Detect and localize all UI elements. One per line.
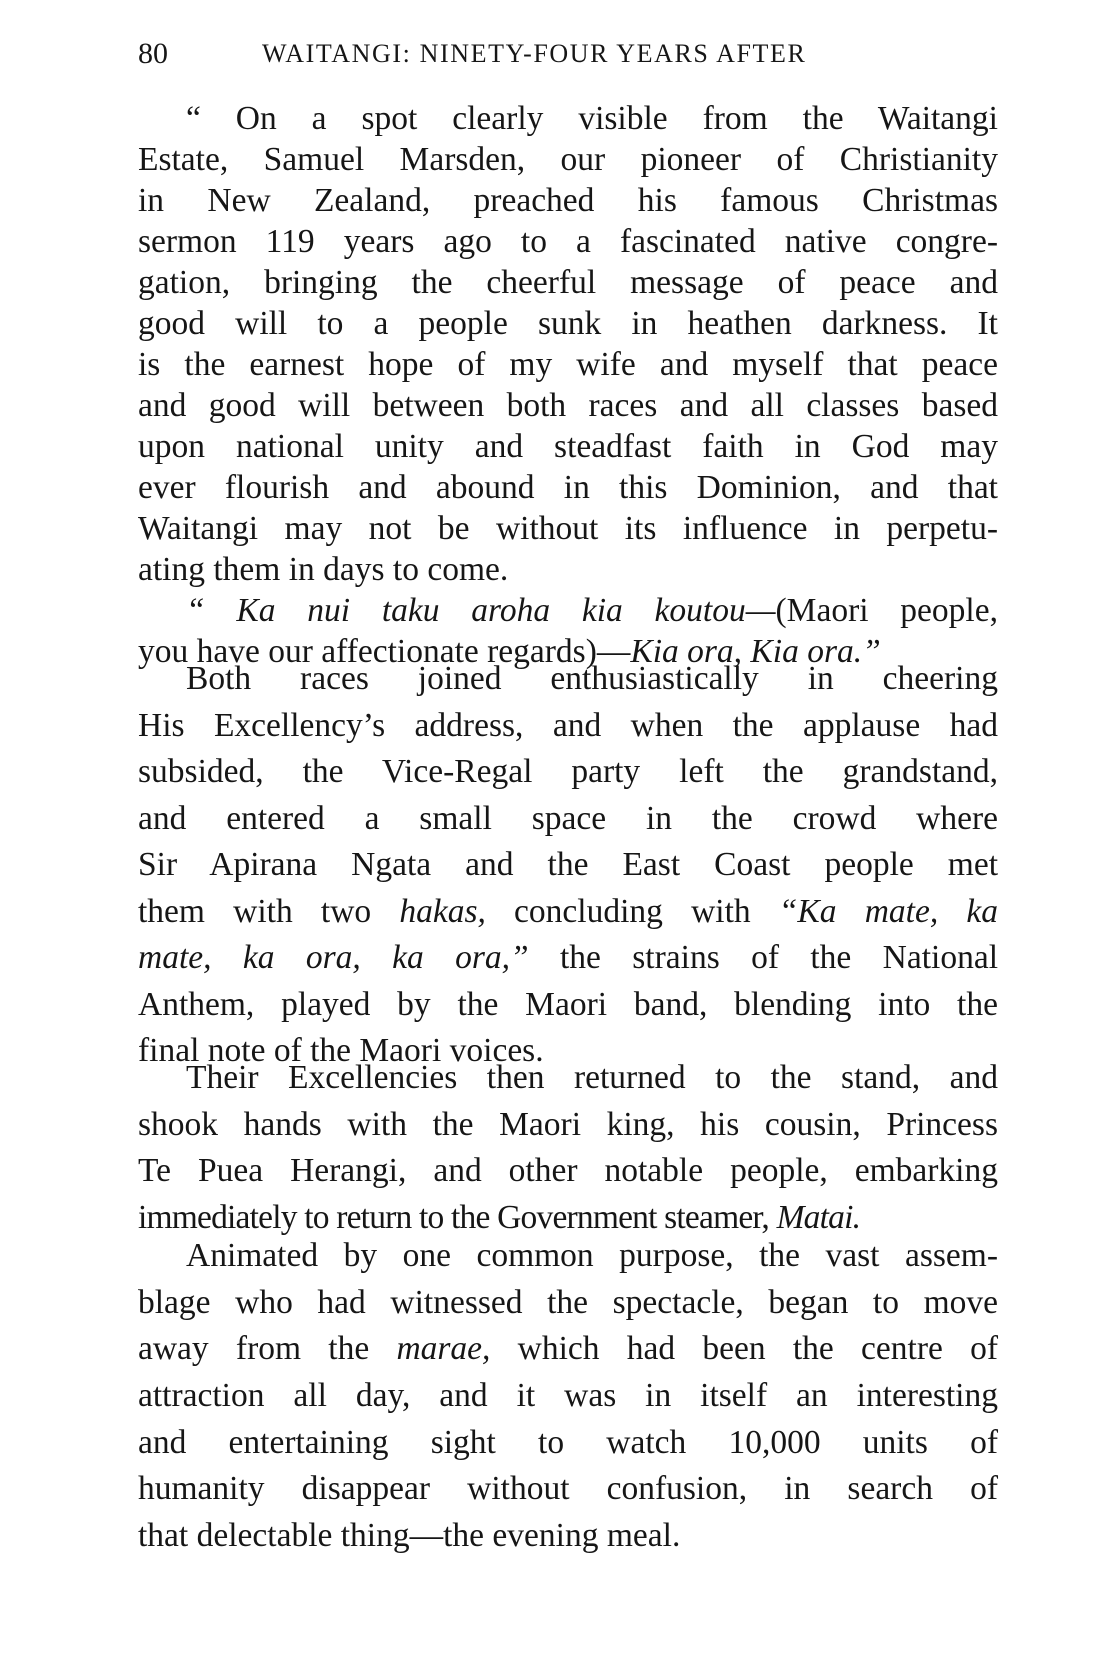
text-line: Their Excellencies then returned to the stand, and <box>186 1059 998 1096</box>
text-run: concluding with <box>485 892 779 930</box>
maori-greeting-italic: Kia ora, Kia ora.” <box>630 633 881 670</box>
text-line: “ On a spot clearly visible from the Waitangi <box>186 100 998 137</box>
text-line: Waitangi may not be without its influence in perpetu- <box>138 510 998 547</box>
text-line: Te Puea Herangi, and other notable people, embarking <box>138 1152 998 1189</box>
text-line: that delectable thing—the evening meal. <box>138 1517 681 1555</box>
text-line: ating them in days to come. <box>138 551 509 588</box>
running-title: WAITANGI: NINETY-FOUR YEARS AFTER <box>262 39 807 68</box>
italic-term: Matai. <box>776 1198 861 1236</box>
running-head <box>138 34 998 74</box>
text-line: subsided, the Vice-Regal party left the grandstand, <box>138 753 998 790</box>
text-line: Animated by one common purpose, the vast assem- <box>186 1237 998 1274</box>
text-line: Anthem, played by the Maori band, blending into the <box>138 985 998 1023</box>
text-line: blage who had witnessed the spectacle, began to move <box>138 1283 998 1321</box>
text-line <box>138 935 998 982</box>
text-line: ever flourish and abound in this Dominion, and that <box>138 469 998 506</box>
page-number: 80 <box>138 37 168 70</box>
text-line: shook hands with the Maori king, his cousin, Princess <box>138 1105 998 1143</box>
paragraph-3 <box>138 1233 998 1560</box>
text-line: and good will between both races and all classes based <box>138 387 998 424</box>
text-run: the strains of the National <box>528 939 998 976</box>
text-line <box>138 1326 998 1373</box>
text-line: Both races joined enthusiastically in cheering <box>186 660 998 697</box>
text-line: Sir Apirana Ngata and the East Coast people met <box>138 846 998 883</box>
maori-greeting-translation: (Maori people, <box>775 592 998 629</box>
text-line: and entertaining sight to watch 10,000 units of <box>138 1423 998 1461</box>
text-line: His Excellency’s address, and when the applause had <box>138 706 998 744</box>
text-run: immediately to return to the Government steamer, <box>138 1198 777 1236</box>
text-run: away from the <box>138 1330 397 1368</box>
maori-greeting-translation: you have our affectionate regards)— <box>138 633 631 670</box>
text-line: humanity disappear without confusion, in search of <box>138 1470 998 1508</box>
text-line: good will to a people sunk in heathen darkness. It <box>138 305 998 342</box>
text-run: them with two <box>138 892 400 930</box>
italic-term: mate, ka ora, ka ora,” <box>138 939 529 976</box>
text-line: in New Zealand, preached his famous Christmas <box>138 182 998 219</box>
text-line: attraction all day, and it was in itself an interesting <box>138 1377 998 1415</box>
text-line: final note of the Maori voices. <box>138 1032 544 1069</box>
text-line: Estate, Samuel Marsden, our pioneer of Christianity <box>138 141 998 178</box>
text-line: sermon 119 years ago to a fascinated native congre- <box>138 223 998 260</box>
text-line: upon national unity and steadfast faith in God may <box>138 428 998 465</box>
quoted-address <box>138 98 998 672</box>
italic-term: hakas, <box>399 892 486 930</box>
paragraph-2 <box>138 1055 998 1241</box>
italic-term: marae, <box>396 1330 491 1368</box>
italic-term: “Ka mate, ka <box>778 892 998 930</box>
text-line: gation, bringing the cheerful message of peace and <box>138 264 998 301</box>
paragraph-1 <box>138 656 998 1075</box>
text-run: which had been the centre of <box>490 1330 998 1368</box>
maori-greeting-italic: “ Ka nui taku aroha kia koutou— <box>186 592 776 629</box>
text-line <box>138 889 998 936</box>
text-line: is the earnest hope of my wife and myself that peace <box>138 346 998 383</box>
maori-greeting-line <box>138 590 998 631</box>
text-line: and entered a small space in the crowd where <box>138 799 998 837</box>
